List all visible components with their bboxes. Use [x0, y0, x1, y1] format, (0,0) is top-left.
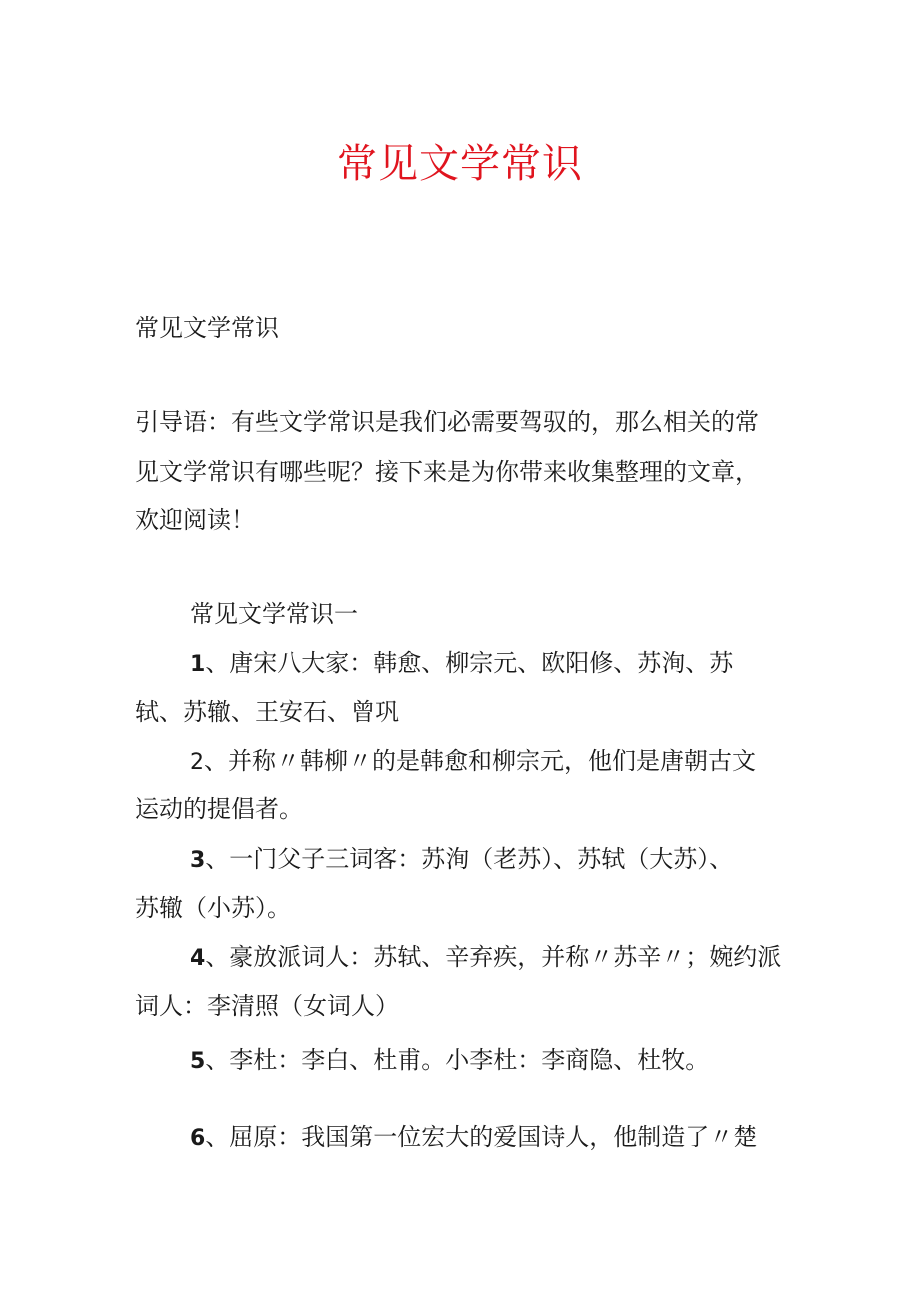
item-text: 、豪放派词人：苏轼、辛弃疾，并称〃苏辛〃；婉约派 — [205, 943, 782, 971]
item-text: 、唐宋八大家：韩愈、柳宗元、欧阳修、苏洵、苏 — [205, 649, 734, 677]
list-item-1-line-2: 轼、苏辙、王安石、曾巩 — [135, 698, 399, 726]
intro-line-3: 欢迎阅读！ — [135, 506, 255, 534]
intro-line-1: 引导语：有些文学常识是我们必需要驾驭的，那么相关的常 — [135, 408, 759, 436]
list-item-4-line-2: 词人：李清照（女词人） — [135, 992, 399, 1020]
list-item-2-line-2: 运动的提倡者。 — [135, 795, 303, 823]
list-item-6-line-1 — [190, 1120, 757, 1156]
item-text: 、并称〃韩柳〃的是韩愈和柳宗元，他们是唐朝古文 — [204, 747, 756, 775]
item-number: 1 — [190, 652, 206, 677]
item-number: 3 — [190, 848, 206, 873]
document-title: 常见文学常识 — [337, 141, 583, 187]
item-number: 2 — [190, 750, 204, 775]
list-item-4-line-1 — [190, 940, 781, 976]
list-item-1-line-1 — [190, 646, 733, 682]
document-subtitle: 常见文学常识 — [135, 314, 279, 342]
item-text: 、一门父子三词客：苏洵（老苏）、苏轼（大苏）、 — [205, 845, 734, 873]
list-item-3-line-1 — [190, 842, 733, 878]
list-item-2-line-1 — [190, 744, 756, 780]
intro-line-2: 见文学常识有哪些呢？接下来是为你带来收集整理的文章， — [135, 458, 759, 486]
item-number: 4 — [190, 946, 206, 971]
list-item-3-line-2: 苏辙（小苏）。 — [135, 894, 291, 922]
item-number: 5 — [190, 1049, 206, 1074]
item-text: 、屈原：我国第一位宏大的爱国诗人，他制造了〃楚 — [205, 1123, 758, 1151]
item-text: 、李杜：李白、杜甫。小李杜：李商隐、杜牧。 — [205, 1046, 710, 1074]
list-item-5-line-1 — [190, 1043, 709, 1079]
item-number: 6 — [190, 1126, 206, 1151]
section-heading: 常见文学常识一 — [190, 600, 358, 628]
